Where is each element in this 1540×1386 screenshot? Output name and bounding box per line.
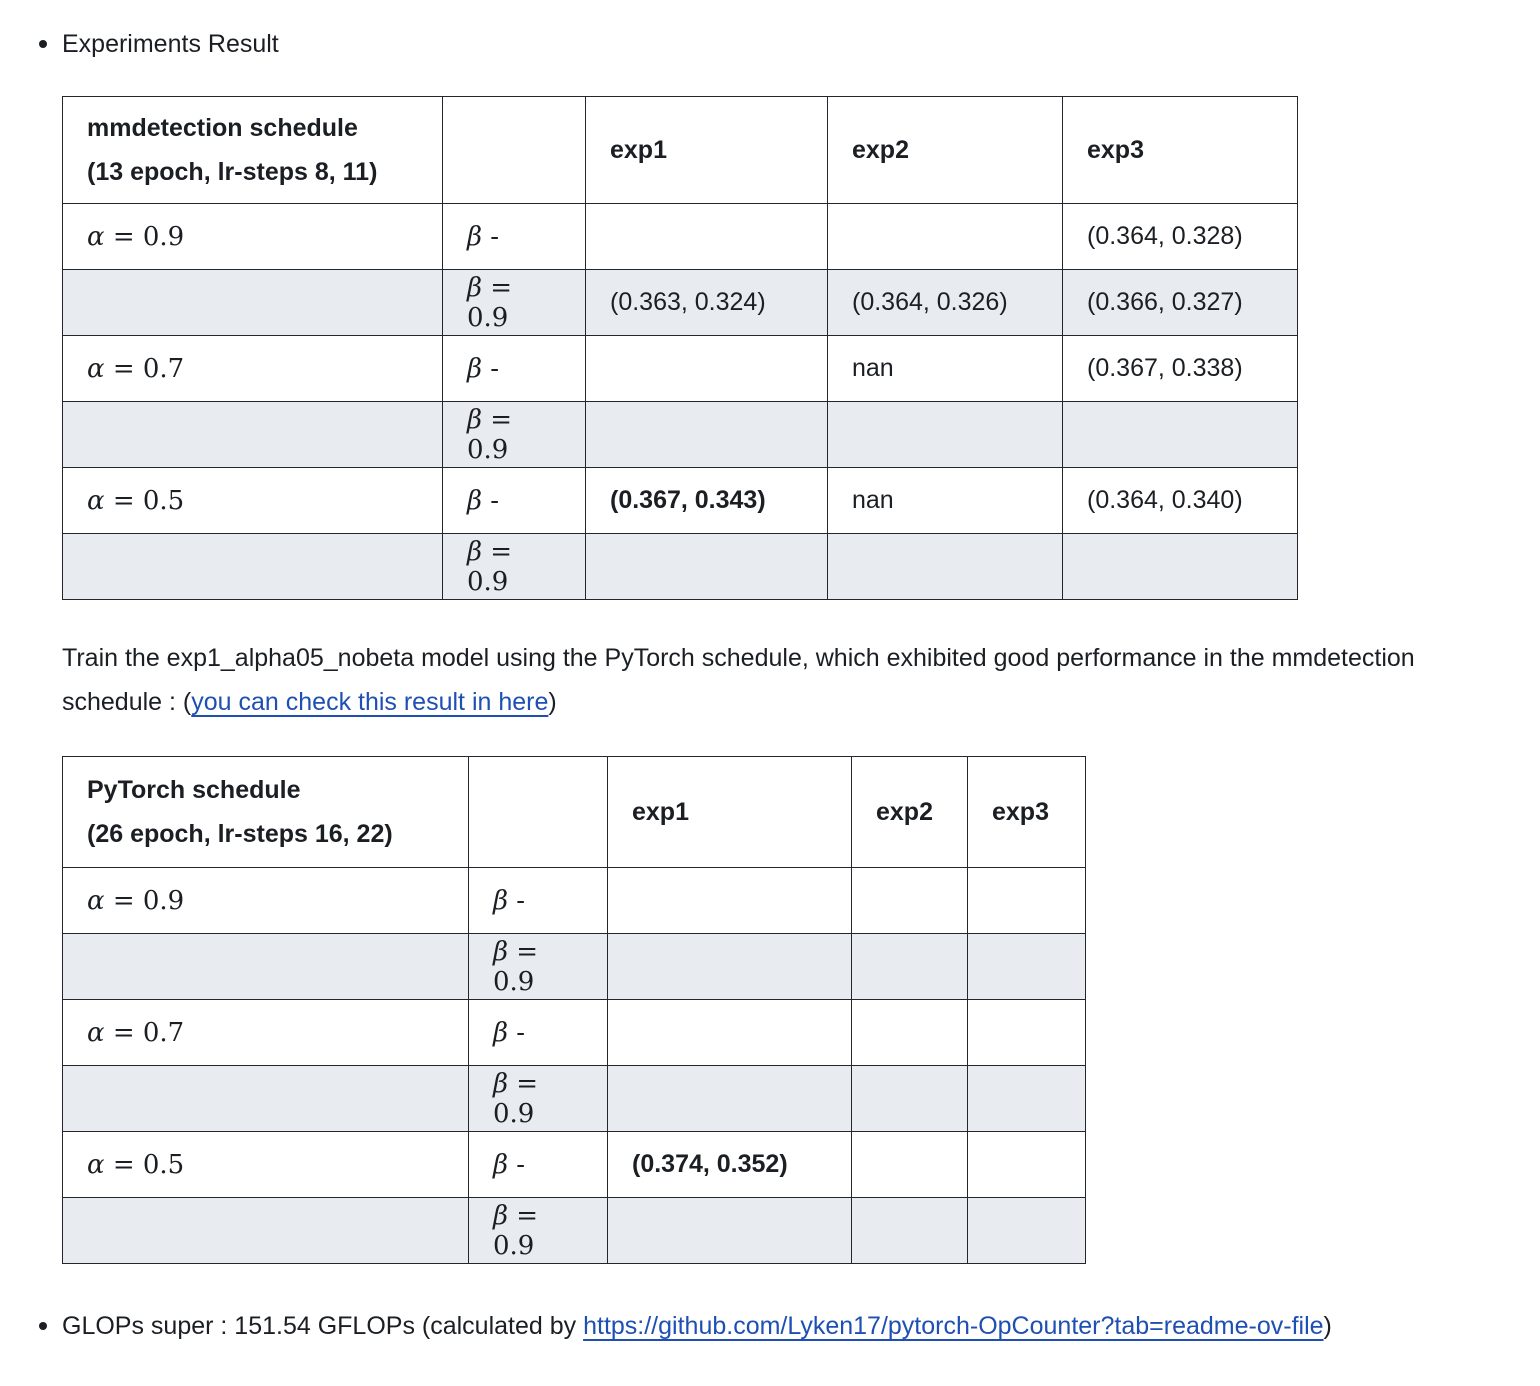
gflops-list [36,1306,1500,1346]
beta-cell [443,534,586,600]
math-expression: α = 0.5 [87,1149,185,1180]
beta-cell [443,270,586,336]
math-expression: β - [493,885,526,916]
beta-cell [469,1198,608,1264]
table-row [63,336,1298,402]
pytorch-schedule-table [62,756,1086,1264]
table-row [63,270,1298,336]
paragraph-text-after-link: ) [548,688,557,716]
value-cell [968,868,1086,934]
value-cell [968,1066,1086,1132]
value-cell: nan [828,468,1063,534]
bullet-experiments-result [36,24,1500,64]
value-cell: (0.363, 0.324) [586,270,828,336]
value-cell: (0.364, 0.326) [828,270,1063,336]
empty-header-cell [469,757,608,868]
column-header-exp2: exp2 [828,97,1063,204]
math-expression: β = 0.9 [493,1200,539,1261]
gflops-text-before-link: GLOPs super : 151.54 GFLOPs (calculated by [62,1312,584,1340]
alpha-cell [63,1000,469,1066]
math-expression: β = 0.9 [493,1068,539,1129]
math-expression: β = 0.9 [467,404,513,465]
alpha-cell [63,402,443,468]
math-expression: β = 0.9 [467,536,513,597]
value-cell [608,1198,852,1264]
value-cell [852,934,968,1000]
value-cell [828,534,1063,600]
table-row [63,1132,1086,1198]
value-cell [852,868,968,934]
beta-cell [443,402,586,468]
alpha-cell [63,336,443,402]
value-cell [828,204,1063,270]
empty-header-cell [443,97,586,204]
math-expression: β - [493,1017,526,1048]
math-expression: α = 0.9 [87,885,185,916]
value-cell [608,1066,852,1132]
value-cell [1063,402,1298,468]
value-cell [968,1000,1086,1066]
alpha-cell [63,934,469,1000]
table-row [63,1066,1086,1132]
table-header-row [63,97,1298,204]
table-row [63,468,1298,534]
table-row [63,204,1298,270]
table-row [63,402,1298,468]
column-header-exp2: exp2 [852,757,968,868]
value-cell [608,934,852,1000]
alpha-cell [63,204,443,270]
math-expression: α = 0.7 [87,353,185,384]
value-cell [586,534,828,600]
column-header-exp1: exp1 [608,757,852,868]
alpha-cell [63,534,443,600]
beta-cell [469,1000,608,1066]
table-row [63,1198,1086,1264]
table-title: PyTorch schedule (26 epoch, lr-steps 16, 22) [63,757,469,868]
column-header-exp1: exp1 [586,97,828,204]
value-cell [586,336,828,402]
value-cell [586,204,828,270]
column-header-exp3: exp3 [968,757,1086,868]
experiments-result-label: Experiments Result [62,30,279,58]
value-cell [968,1132,1086,1198]
beta-cell [443,468,586,534]
value-cell: (0.366, 0.327) [1063,270,1298,336]
table-row [63,868,1086,934]
math-expression: β - [467,353,500,384]
alpha-cell [63,1198,469,1264]
beta-cell [469,868,608,934]
beta-cell [469,1066,608,1132]
column-header-exp3: exp3 [1063,97,1298,204]
value-cell [1063,534,1298,600]
value-cell [852,1198,968,1264]
value-cell: nan [828,336,1063,402]
value-cell: (0.364, 0.328) [1063,204,1298,270]
alpha-cell [63,270,443,336]
check-result-link[interactable]: you can check this result in here [191,688,549,716]
math-expression: β - [467,485,500,516]
value-cell: (0.374, 0.352) [608,1132,852,1198]
mmdetection-schedule-table [62,96,1298,600]
beta-cell [443,336,586,402]
alpha-cell [63,1066,469,1132]
alpha-cell [63,468,443,534]
value-cell [608,868,852,934]
table-row [63,934,1086,1000]
math-expression: α = 0.5 [87,485,185,516]
value-cell [852,1000,968,1066]
value-cell [852,1066,968,1132]
beta-cell [469,1132,608,1198]
value-cell [852,1132,968,1198]
table-title: mmdetection schedule (13 epoch, lr-steps 8, 11) [63,97,443,204]
math-expression: β = 0.9 [467,272,513,333]
table-row [63,534,1298,600]
table-row [63,1000,1086,1066]
math-expression: α = 0.7 [87,1017,185,1048]
table-header-row [63,757,1086,868]
value-cell: (0.367, 0.343) [586,468,828,534]
value-cell [968,1198,1086,1264]
bullet-gflops [36,1306,1494,1346]
value-cell [608,1000,852,1066]
beta-cell [469,934,608,1000]
math-expression: β - [467,221,500,252]
math-expression: β - [493,1149,526,1180]
value-cell [828,402,1063,468]
train-model-paragraph [62,636,1474,724]
math-expression: β = 0.9 [493,936,539,997]
opcounter-github-link[interactable]: https://github.com/Lyken17/pytorch-OpCounter?tab=readme-ov-file [583,1312,1324,1340]
math-expression: α = 0.9 [87,221,185,252]
alpha-cell [63,868,469,934]
beta-cell [443,204,586,270]
value-cell: (0.367, 0.338) [1063,336,1298,402]
experiments-result-list [36,24,1500,64]
alpha-cell [63,1132,469,1198]
paragraph-text-before-link: Train the exp1_alpha05_nobeta model using the PyTorch schedule, which exhibited good performance in the mmdetection schedule : ( [62,644,1415,716]
value-cell: (0.364, 0.340) [1063,468,1298,534]
gflops-text-after-link: ) [1323,1312,1332,1340]
value-cell [586,402,828,468]
value-cell [968,934,1086,1000]
